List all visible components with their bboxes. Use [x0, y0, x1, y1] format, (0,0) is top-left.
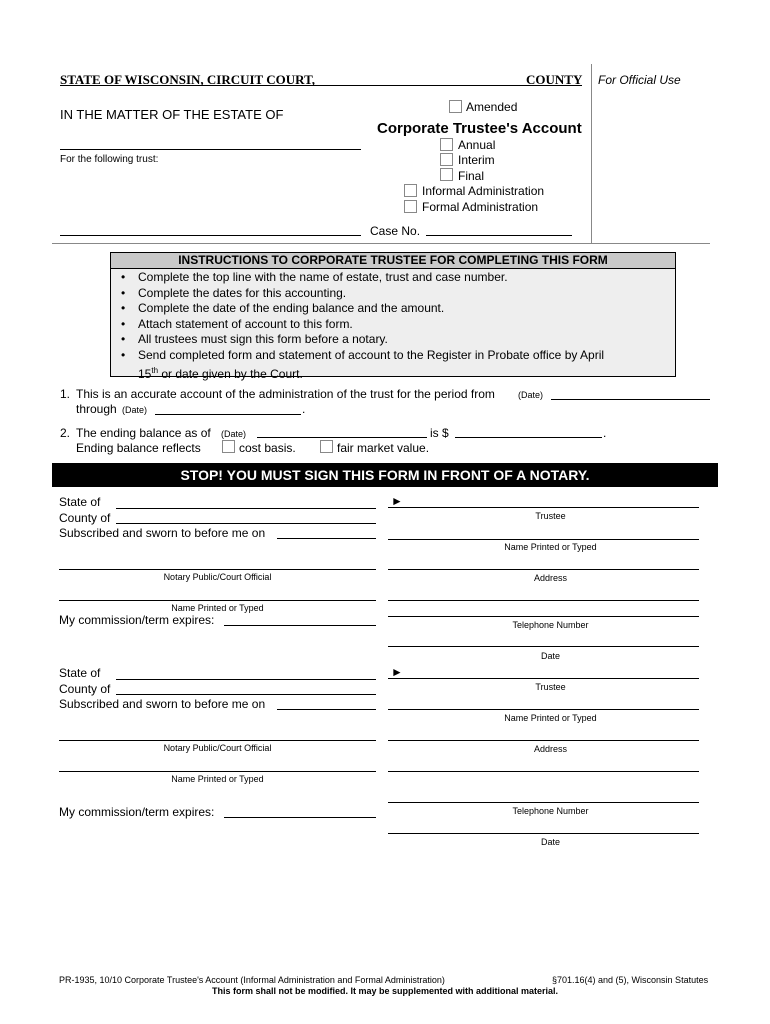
caption-divider [52, 243, 710, 244]
state-of-line[interactable] [116, 508, 376, 509]
sworn-date-line[interactable] [277, 538, 376, 539]
instructions-heading: INSTRUCTIONS TO CORPORATE TRUSTEE FOR COMPLETING THIS FORM [111, 253, 675, 269]
trust-label: For the following trust: [60, 154, 159, 165]
notary-name-caption: Name Printed or Typed [171, 603, 264, 613]
notary-name-line[interactable] [59, 771, 376, 772]
sworn-date-line[interactable] [277, 709, 376, 710]
instruction-item: • Complete the dates for this accounting. [121, 285, 347, 300]
notary-warning-bar: STOP! YOU MUST SIGN THIS FORM IN FRONT OF A NOTARY. [52, 463, 718, 487]
trustee-name-line[interactable] [388, 539, 699, 540]
interim-label: Interim [458, 153, 495, 167]
annual-label: Annual [458, 138, 496, 152]
amount-label: is $ [430, 426, 449, 440]
estate-name-line[interactable] [60, 149, 361, 150]
case-no-label: Case No. [370, 224, 421, 238]
balance-date-line[interactable] [257, 437, 427, 438]
state-of-line[interactable] [116, 679, 376, 680]
modification-notice: This form shall not be modified. It may be supplemented with additional material. [211, 986, 559, 996]
state-of-label: State of [59, 495, 101, 509]
state-of-label: State of [59, 666, 101, 680]
trustee-address-line-2[interactable] [388, 600, 699, 601]
trustee-date-line[interactable] [388, 646, 699, 647]
commission-label: My commission/term expires: [59, 805, 215, 819]
trustee-address-line[interactable] [388, 740, 699, 741]
period-through-date-label: (Date) [122, 405, 148, 415]
final-label: Final [458, 169, 485, 183]
notary-signature-line[interactable] [59, 569, 376, 570]
trustee-caption: Trustee [535, 511, 566, 521]
final-checkbox[interactable] [440, 168, 453, 181]
trustee-telephone-line[interactable] [388, 616, 699, 617]
address-caption: Address [533, 573, 568, 583]
formal-admin-label: Formal Administration [422, 200, 539, 214]
official-use-divider [591, 64, 592, 244]
official-use-label: For Official Use [598, 73, 681, 87]
informal-admin-checkbox[interactable] [404, 184, 417, 197]
commission-label: My commission/term expires: [59, 613, 215, 627]
trustee-signature-line[interactable] [388, 507, 699, 508]
commission-date-line[interactable] [224, 625, 376, 626]
notary-name-line[interactable] [59, 600, 376, 601]
notary-official-caption: Notary Public/Court Official [163, 743, 272, 753]
form-id: PR-1935, 10/10 Corporate Trustee's Account (Informal Administration and Formal Administration) [59, 975, 445, 985]
instruction-item: • Send completed form and statement of account to the Register in Probate office by April 15th or date given by the Court. [121, 347, 605, 381]
interim-checkbox[interactable] [440, 153, 453, 166]
trustee-name-caption: Name Printed or Typed [504, 542, 597, 552]
cost-basis-checkbox[interactable] [222, 440, 235, 453]
trustee-telephone-line[interactable] [388, 802, 699, 803]
notary-signature-line[interactable] [59, 740, 376, 741]
section1-period: . [302, 402, 306, 416]
instructions-list [111, 270, 675, 383]
balance-date-label: (Date) [221, 429, 247, 439]
county-of-line[interactable] [116, 523, 376, 524]
county-label: COUNTY [526, 72, 583, 87]
sign-here-arrow-icon: ► [391, 665, 403, 679]
formal-admin-checkbox[interactable] [404, 200, 417, 213]
period-from-date-label: (Date) [518, 390, 544, 400]
date-caption: Date [540, 837, 560, 847]
county-name-line[interactable] [60, 85, 582, 86]
county-of-label: County of [59, 682, 111, 696]
period-through-line[interactable] [155, 414, 301, 415]
county-of-label: County of [59, 511, 111, 525]
instruction-item: • All trustees must sign this form before a notary. [121, 332, 388, 346]
court-label: STATE OF WISCONSIN, CIRCUIT COURT, [60, 72, 316, 87]
trustee-date-line[interactable] [388, 833, 699, 834]
fair-market-checkbox[interactable] [320, 440, 333, 453]
trustee-signature-line[interactable] [388, 678, 699, 679]
section2-period: . [603, 426, 607, 440]
trust-name-line[interactable] [60, 235, 361, 236]
commission-date-line[interactable] [224, 817, 376, 818]
balance-amount-line[interactable] [455, 437, 602, 438]
trustee-name-line[interactable] [388, 709, 699, 710]
trustee-name-caption: Name Printed or Typed [504, 713, 597, 723]
period-from-line[interactable] [551, 399, 710, 400]
estate-matter-label: IN THE MATTER OF THE ESTATE OF [60, 107, 284, 122]
notary-official-caption: Notary Public/Court Official [163, 572, 272, 582]
instruction-item: • Attach statement of account to this form. [121, 316, 353, 331]
sign-here-arrow-icon: ► [391, 494, 403, 508]
instructions-box [110, 252, 676, 381]
section2-number: 2. [60, 426, 71, 440]
instruction-item: • Complete the date of the ending balance and the amount. [121, 301, 445, 315]
statute-reference: §701.16(4) and (5), Wisconsin Statutes [552, 975, 709, 985]
instruction-item: • Complete the top line with the name of estate, trust and case number. [121, 270, 508, 284]
balance-reflects-label: Ending balance reflects [76, 441, 201, 455]
informal-admin-label: Informal Administration [422, 184, 545, 198]
sworn-label: Subscribed and sworn to before me on [59, 526, 266, 540]
trustee-address-line-2[interactable] [388, 771, 699, 772]
section1-number: 1. [60, 387, 71, 401]
trustee-caption: Trustee [535, 682, 566, 692]
section1-text: This is an accurate account of the administration of the trust for the period from [76, 387, 495, 401]
amended-label: Amended [466, 100, 518, 114]
fair-market-label: fair market value. [337, 441, 430, 455]
annual-checkbox[interactable] [440, 138, 453, 151]
trustee-address-line[interactable] [388, 569, 699, 570]
telephone-caption: Telephone Number [512, 806, 589, 816]
notary-name-caption: Name Printed or Typed [171, 774, 264, 784]
telephone-caption: Telephone Number [512, 620, 589, 630]
amended-checkbox[interactable] [449, 100, 462, 113]
sworn-label: Subscribed and sworn to before me on [59, 697, 266, 711]
through-label: through [76, 402, 117, 416]
case-no-line[interactable] [426, 235, 572, 236]
county-of-line[interactable] [116, 694, 376, 695]
section2-text: The ending balance as of [76, 426, 211, 440]
address-caption: Address [533, 744, 568, 754]
form-title: Corporate Trustee's Account [377, 120, 582, 137]
date-caption: Date [540, 651, 560, 661]
cost-basis-label: cost basis. [239, 441, 296, 455]
